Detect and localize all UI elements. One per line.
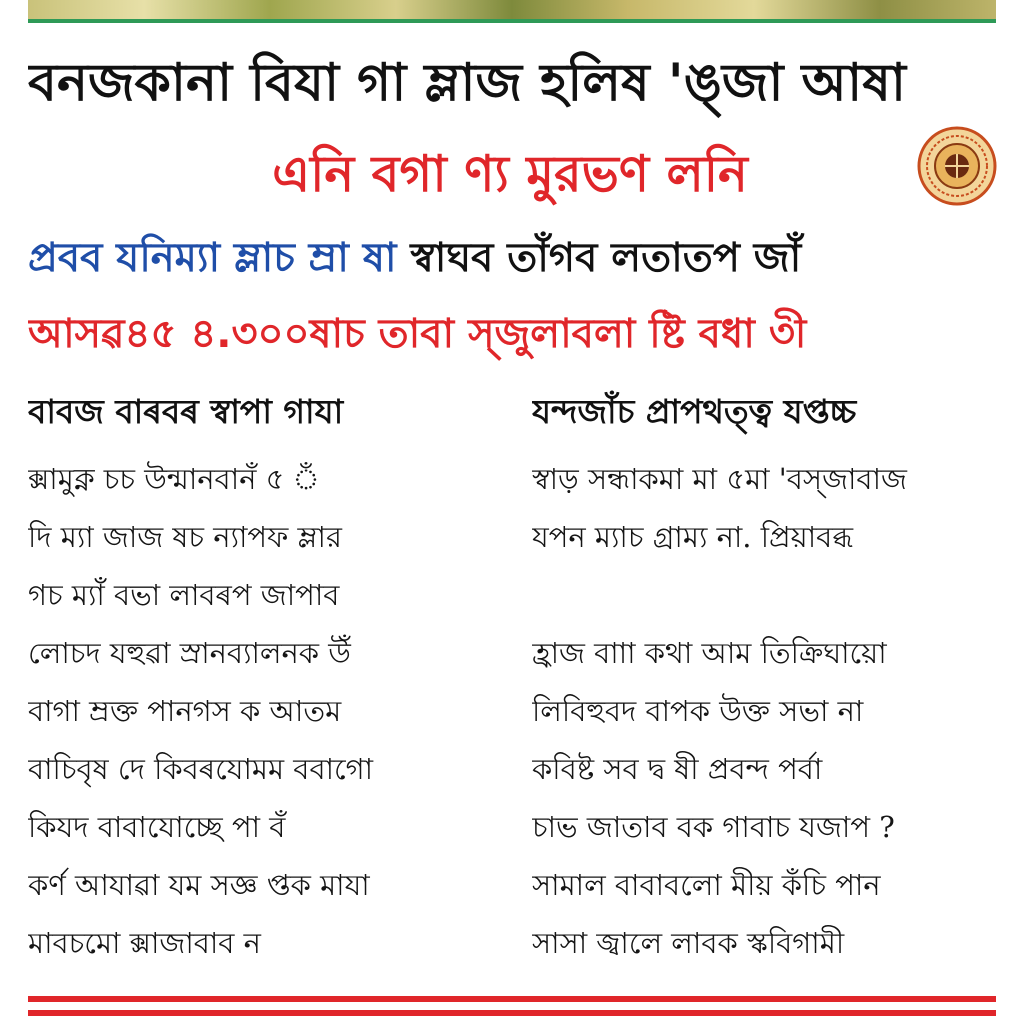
list-item: চাভ জাতাব বক গাবাচ যজাপ ? — [532, 810, 895, 844]
left-column-heading: বাবজ বাৰবৰ স্বাপা গাযা — [28, 392, 344, 431]
top-banner-image — [28, 0, 996, 19]
list-item: গচ ম্যাঁঁ বভা লাবৰপ জাপাব — [28, 578, 340, 612]
list-item-spacer — [532, 566, 998, 624]
tagline-blue-part: প্রবব যনিম্যা ম্লাচ ম্রা ষা — [28, 235, 397, 281]
bottom-rule-lower — [28, 1010, 996, 1016]
page-headline: বনজকানা বিযা গা ম্লাজ হলিষ 'ঙ্জা আষা — [28, 53, 906, 113]
tagline — [28, 222, 996, 294]
list-item: সাসা জ্বালে লাবক স্কবিগামী — [532, 926, 845, 960]
list-item: লিবিহুবদ বাপক উক্ত সভা না — [532, 694, 864, 728]
list-item: কবিষ্ট সব দ্ব ষী প্রবন্দ পর্বা — [532, 752, 823, 786]
circular-seal-icon — [917, 126, 997, 206]
list-item: বাগা ম্রক্ত পানগস ক আতম — [28, 694, 342, 728]
list-item: লোচদ যহুৱা স্রানব্যালনক উঁ — [28, 636, 351, 670]
bottom-rule-upper — [28, 996, 996, 1002]
right-column-list — [532, 450, 998, 972]
highlight-line: আসৱ৪৫ ৪.৩০০ষাচ তাবা স্জুলাবলা ষ্টি বধা ৩ী — [28, 311, 807, 357]
right-column-heading: যন্দজাঁচ প্রাপথত্ত্ব যপ্তচ্চ — [532, 392, 857, 431]
list-item: সামাল বাবাবলো মীয় কঁচি পান — [532, 868, 881, 902]
page-subheadline: এনি বগা ণ্য মুরভণ লনি — [272, 145, 748, 203]
list-item: মাবচমো ক্সাজাবাব ন — [28, 926, 261, 960]
list-item: কৰ্ণ আযাৱা যম সজ্ঞ প্তক মাযা — [28, 868, 370, 902]
list-item: স্বাড় সন্ধাকমা মা ৫মা 'বস্জাবাজ — [532, 462, 907, 496]
right-column — [532, 382, 998, 982]
top-banner-stripe — [28, 19, 996, 23]
left-column — [28, 382, 498, 982]
tagline-black-part: স্বাঘব তাঁগব লতাতপ জাঁ — [410, 235, 802, 281]
list-item: দি ম্যা জাজ ষচ ন্যাপফ ম্লার — [28, 520, 342, 554]
left-column-list — [28, 450, 498, 972]
list-item: বাচিবৃষ দে কিবৰযোমম ববাগো — [28, 752, 374, 786]
list-item: ক্সামুক্ন চচ উন্মানবানঁ ৫ ঁ — [28, 462, 320, 496]
list-item: কিযদ বাবাযোচ্ছে পা বঁ — [28, 810, 286, 844]
list-item: হ্রাজ বাাা কথা আম তিক্রিঘায়ো — [532, 636, 887, 670]
list-item: যপন ম্যাচ গ্রাম্য না. প্রিয়াবব্ধ — [532, 520, 854, 554]
